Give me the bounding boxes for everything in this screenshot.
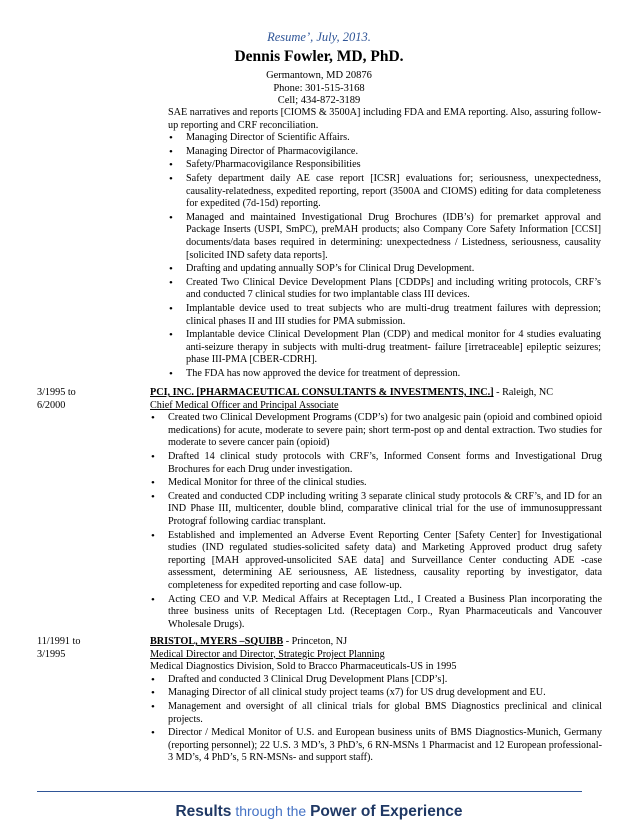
company-line — [150, 387, 602, 400]
date-to: 6/2000 — [37, 399, 66, 411]
intro-lead: SAE narratives and reports [CIOMS & 3500A] including FDA and EMA reporting. Also, assuring follow-up reporting and CRF reconciliation. — [168, 107, 601, 131]
list-item: • Acting CEO and V.P. Medical Affairs at Receptagen Ltd., I Created a Business Plan incorporating the three business units of Receptagen Ltd. (Receptagen Corp., Ryan Pharmaceuticals and Vancouver Wholesale Drugs). — [150, 594, 602, 632]
list-item: • Established and implemented an Adverse Event Reporting Center [Safety Center] for Investigational studies (IND regulated studies-solicited safety data) and Marketing Approved product drug safety reporting [MAH approved-unsolicited SAE data] and Surveillance Center conducting ADE -case assessment, determining AE seriousness, AE listedness, causality reporting by investigator, data completeness for expedited reporting and case follow-up. — [150, 530, 602, 593]
resume-header — [0, 30, 638, 108]
list-item: • Safety/Pharmacovigilance Responsibilities — [168, 159, 601, 172]
list-item: • The FDA has now approved the device for treatment of depression. — [168, 368, 601, 381]
list-item: • Created Two Clinical Device Development Plans [CDDPs] and including writing protocols, CRF’s and conducted 7 clinical studies for two implantable class III devices. — [168, 277, 601, 302]
job-role: Chief Medical Officer and Principal Associate — [150, 399, 339, 411]
list-item: • Safety department daily AE case report [ICSR] evaluations for; seriousness, unexpectedness, causality-relatedness, expedited reporting, report (3500A and CIOMS) editing for data completeness for expedited (7d-15d) reporting. — [168, 173, 601, 211]
tagline-results: Results — [175, 803, 232, 820]
job-content — [150, 636, 602, 766]
tagline-through: through the — [231, 803, 311, 819]
list-item: • Created two Clinical Development Programs (CDP’s) for two analgesic pain (opioid and combined opioid medications) for acute, moderate to severe pain; short term-post op and dental extraction. Two studies for moderate to severe cancer pain (opioid) — [150, 412, 602, 450]
job-bullet-list — [150, 412, 602, 631]
list-item: • Implantable device Clinical Development Plan (CDP) and medical monitor for 4 studies evaluating anti-seizure therapy in subjects with multi-drug treatment- failure [irretraceable] epileptic seizures; phase III-PMA [CBER-CDRH]. — [168, 329, 601, 367]
list-item: • Director / Medical Monitor of U.S. and European business units of BMS Diagnostics-Munich, Germany (reporting personnel); 22 U.S. 3 MD’s, 3 PhD’s, 6 RN-MSNs 1 Pharmacist and 12 European professional-3 MD’s, 4 PhD’s, 5 RN-MSNs- and support staff). — [150, 727, 602, 765]
company-location: - Raleigh, NC — [493, 387, 554, 398]
list-item: • Medical Monitor for three of the clinical studies. — [150, 477, 602, 490]
job-dates — [37, 387, 127, 412]
cell-phone: Cell; 434-872-3189 — [277, 95, 361, 106]
list-item: • Managed and maintained Investigational Drug Brochures (IDB’s) for premarket approval and Package Inserts (USPI, SmPC), preMAH products; also Company Core Safety Information [CCSI] documents/data bases required in determining: unexpectedness / Listedness, seriousness, causality [solicited IND safety data reports]. — [168, 212, 601, 262]
list-item: • Created and conducted CDP including writing 3 separate clinical study protocols & CRF’s, and ID for an IND Phase III, multicenter, double blind, comparative clinical trial for the use of immunosuppressant Protograf following cardiac transplant. — [150, 491, 602, 529]
job-division: Medical Diagnostics Division, Sold to Bracco Pharmaceuticals-US in 1995 — [150, 661, 457, 673]
phone: Phone: 301-515-3168 — [273, 82, 365, 94]
list-item: • Drafting and updating annually SOP’s for Clinical Drug Development. — [168, 263, 601, 276]
list-item: • Drafted and conducted 3 Clinical Drug Development Plans [CDP’s]. — [150, 674, 602, 687]
date-from: 3/1995 to — [37, 387, 76, 398]
candidate-name: Dennis Fowler, MD, PhD. — [234, 48, 404, 65]
list-item: • Drafted 14 clinical study protocols with CRF’s, Informed Consent forms and Investigational Drug Brochures for each Drug under investigation. — [150, 451, 602, 476]
list-item: • Management and oversight of all clinical trials for global BMS Diagnostics preclinical and clinical projects. — [150, 701, 602, 726]
company-name: PCI, INC. [PHARMACEUTICAL CONSULTANTS & INVESTMENTS, INC.] — [150, 387, 494, 398]
company-name: BRISTOL, MYERS –SQUIBB — [150, 636, 284, 647]
company-location: - Princeton, NJ — [283, 636, 348, 647]
job-dates — [37, 636, 127, 661]
address: Germantown, MD 20876 — [266, 70, 372, 81]
footer-tagline — [0, 803, 638, 821]
date-from: 11/1991 to — [37, 636, 81, 647]
list-item: • Managing Director of Pharmacovigilance. — [168, 146, 601, 159]
resume-date: Resume’, July, 2013. — [267, 30, 371, 44]
intro-section — [168, 107, 601, 381]
job-bullet-list — [150, 674, 602, 765]
footer-divider — [37, 791, 582, 792]
company-line — [150, 636, 602, 649]
job-content — [150, 387, 602, 632]
job-role: Medical Director and Director, Strategic Project Planning — [150, 648, 385, 660]
list-item: • Managing Director of all clinical study project teams (x7) for US drug development and EU. — [150, 687, 602, 700]
tagline-power: Power of Experience — [310, 803, 463, 820]
list-item: • Implantable device used to treat subjects who are multi-drug treatment failures with depression; clinical phases II and III studies for PMA submission. — [168, 303, 601, 328]
date-to: 3/1995 — [37, 648, 66, 660]
intro-bullet-list — [168, 132, 601, 380]
list-item: • Managing Director of Scientific Affairs. — [168, 132, 601, 145]
